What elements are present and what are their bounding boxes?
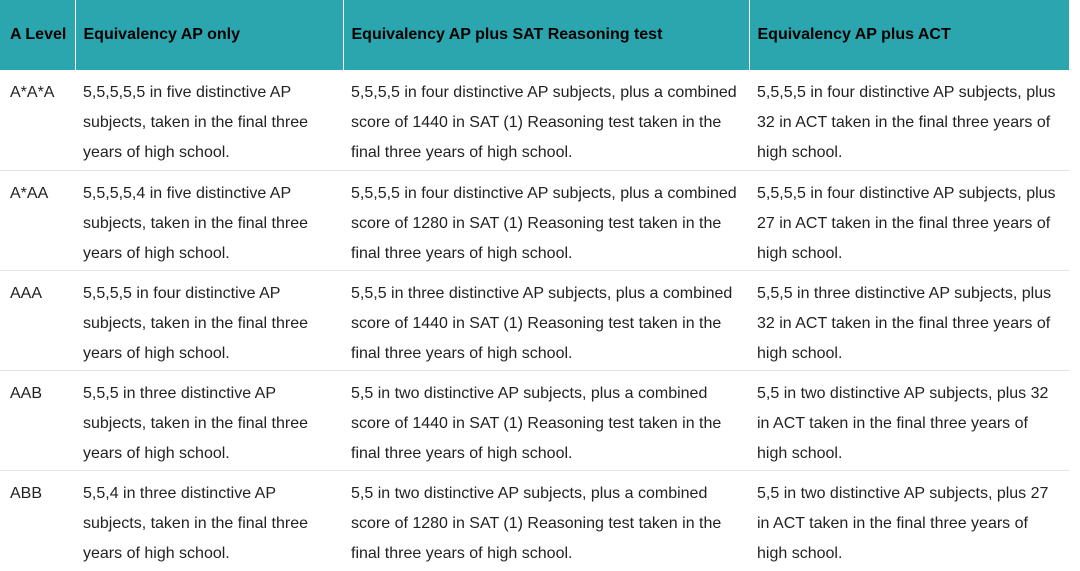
- cell-ap-sat: 5,5,5,5 in four distinctive AP subjects, plus a combined score of 1280 in SAT (1) Reasoning test taken in the final three years of high school.: [351, 184, 737, 262]
- table-row: [0, 471, 1069, 571]
- cell-a-level: A*AA: [10, 184, 49, 202]
- cell-ap-act: 5,5,5 in three distinctive AP subjects, plus 32 in ACT taken in the final three years of high school.: [757, 284, 1052, 362]
- cell-ap-sat: 5,5,5,5 in four distinctive AP subjects, plus a combined score of 1440 in SAT (1) Reasoning test taken in the final three years of high school.: [351, 84, 737, 161]
- cell-ap-sat: 5,5 in two distinctive AP subjects, plus a combined score of 1280 in SAT (1) Reasoning test taken in the final three years of high school.: [351, 485, 722, 563]
- cell-ap-only: 5,5,5,5 in four distinctive AP subjects, taken in the final three years of high school.: [83, 284, 309, 362]
- table-row: [0, 70, 1069, 170]
- header-a-level: A Level: [0, 0, 75, 70]
- cell-ap-sat: 5,5,5 in three distinctive AP subjects, plus a combined score of 1440 in SAT (1) Reasoning test taken in the final three years of high school.: [351, 284, 733, 362]
- header-ap-only: Equivalency AP only: [75, 0, 343, 70]
- cell-ap-act: 5,5 in two distinctive AP subjects, plus 27 in ACT taken in the final three years of high school.: [757, 485, 1049, 563]
- cell-a-level: ABB: [10, 485, 43, 503]
- cell-a-level: A*A*A: [10, 84, 55, 101]
- header-ap-sat: Equivalency AP plus SAT Reasoning test: [343, 0, 749, 70]
- table-row: [0, 270, 1069, 370]
- cell-ap-only: 5,5,4 in three distinctive AP subjects, taken in the final three years of high school.: [83, 485, 309, 563]
- table-row: [0, 371, 1069, 471]
- table-header: [0, 0, 1069, 70]
- cell-ap-sat: 5,5 in two distinctive AP subjects, plus a combined score of 1440 in SAT (1) Reasoning test taken in the final three years of high school.: [351, 385, 722, 463]
- cell-ap-only: 5,5,5,5,5 in five distinctive AP subjects, taken in the final three years of high school.: [83, 84, 309, 161]
- cell-a-level: AAB: [10, 385, 43, 403]
- cell-ap-only: 5,5,5,5,4 in five distinctive AP subjects, taken in the final three years of high school.: [83, 184, 309, 262]
- cell-ap-only: 5,5,5 in three distinctive AP subjects, taken in the final three years of high school.: [83, 385, 309, 463]
- cell-ap-act: 5,5 in two distinctive AP subjects, plus 32 in ACT taken in the final three years of high school.: [757, 385, 1049, 463]
- header-row: [0, 0, 1069, 70]
- cell-ap-act: 5,5,5,5 in four distinctive AP subjects, plus 27 in ACT taken in the final three years of high school.: [757, 184, 1056, 262]
- cell-a-level: AAA: [10, 284, 43, 302]
- table-row: [0, 170, 1069, 270]
- table-body: [0, 70, 1069, 571]
- header-ap-act: Equivalency AP plus ACT: [749, 0, 1069, 70]
- cell-ap-act: 5,5,5,5 in four distinctive AP subjects, plus 32 in ACT taken in the final three years of high school.: [757, 84, 1056, 161]
